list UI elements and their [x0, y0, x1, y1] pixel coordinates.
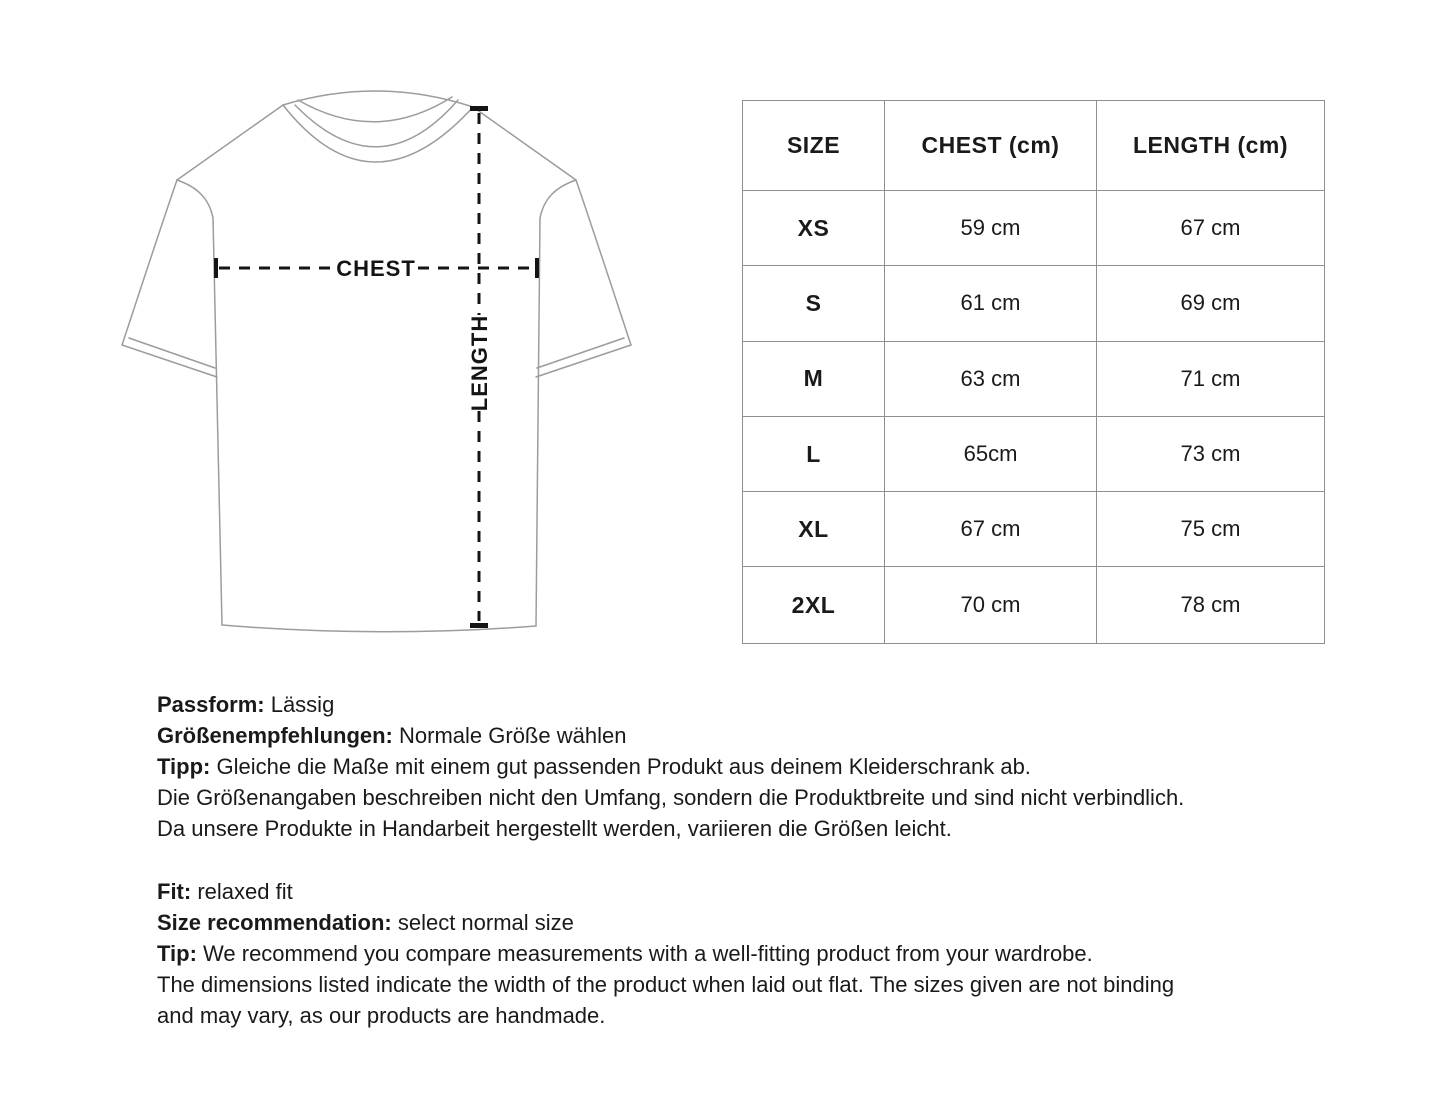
label-passform: Passform: — [157, 692, 265, 717]
collar-inner-line — [298, 97, 452, 122]
info-line-tip — [157, 938, 1184, 969]
left-body-edge — [213, 218, 222, 625]
cell-chest-xl: 67 cm — [885, 492, 1097, 567]
table-header-chest: CHEST (cm) — [885, 101, 1097, 191]
label-tipp: Tipp: — [157, 754, 211, 779]
cell-chest-m: 63 cm — [885, 342, 1097, 417]
info-line-groessenempfehlung — [157, 720, 1184, 751]
cell-size-xl: XL — [743, 492, 885, 567]
cell-chest-xs: 59 cm — [885, 191, 1097, 266]
tshirt-outline — [122, 91, 631, 632]
info-line-passform — [157, 689, 1184, 720]
left-sleeve-hem-stitch — [129, 338, 215, 368]
cell-length-m: 71 cm — [1097, 342, 1324, 417]
length-dimension-line — [467, 106, 492, 628]
info-line-de-5 — [157, 813, 1184, 844]
bottom-hem — [222, 625, 536, 632]
right-body-edge — [536, 218, 540, 626]
value-en-5: and may vary, as our products are handmade. — [157, 1003, 606, 1028]
table-header-length: LENGTH (cm) — [1097, 101, 1324, 191]
right-armhole-seam — [540, 180, 576, 218]
value-fit: relaxed fit — [191, 879, 293, 904]
left-sleeve-hem — [122, 345, 217, 377]
right-sleeve-hem — [536, 345, 631, 377]
left-armhole-seam — [177, 180, 213, 218]
label-size-recommendation: Size recommendation: — [157, 910, 392, 935]
left-shoulder-seam — [177, 105, 283, 180]
tshirt-measurement-diagram — [85, 60, 665, 680]
size-info-text — [157, 689, 1184, 1031]
label-groessenempfehlung: Größenempfehlungen: — [157, 723, 393, 748]
value-en-4: The dimensions listed indicate the width of the product when laid out flat. The sizes given are not binding — [157, 972, 1175, 997]
cell-length-l: 73 cm — [1097, 417, 1324, 492]
cell-length-2xl: 78 cm — [1180, 592, 1241, 618]
cell-size-xs: XS — [743, 191, 885, 266]
info-line-fit — [157, 876, 1184, 907]
length-dimension-label: LENGTH — [467, 314, 492, 412]
value-de-5: Da unsere Produkte in Handarbeit hergestellt werden, variieren die Größen leicht. — [157, 816, 952, 841]
value-de-4: Die Größenangaben beschreiben nicht den Umfang, sondern die Produktbreite und sind nicht verbindlich. — [157, 785, 1185, 810]
chest-dimension-label: CHEST — [336, 256, 416, 281]
value-tipp: Gleiche die Maße mit einem gut passenden Produkt aus deinem Kleiderschrank ab. — [210, 754, 1031, 779]
cell-size-2xl: 2XL — [743, 567, 885, 642]
info-block-german — [157, 689, 1184, 844]
info-block-english — [157, 876, 1184, 1031]
info-line-en-4 — [157, 969, 1184, 1000]
info-line-de-4 — [157, 782, 1184, 813]
cell-chest-2xl: 70 cm — [885, 567, 1097, 642]
chest-dimension-line — [214, 256, 539, 281]
right-shoulder-seam — [473, 107, 576, 180]
cell-length-s: 69 cm — [1097, 266, 1324, 341]
left-sleeve-outer-edge — [122, 180, 177, 345]
cell-size-s: S — [743, 266, 885, 341]
size-table — [742, 100, 1325, 644]
label-tip: Tip: — [157, 941, 197, 966]
collar-back-edge — [283, 91, 473, 107]
right-sleeve-hem-stitch — [537, 338, 624, 368]
value-tip: We recommend you compare measurements with a well-fitting product from your wardrobe. — [196, 941, 1093, 966]
value-passform: Lässig — [264, 692, 335, 717]
info-line-en-5 — [157, 1000, 1184, 1031]
info-line-tipp — [157, 751, 1184, 782]
label-fit: Fit: — [157, 879, 192, 904]
cell-size-m: M — [743, 342, 885, 417]
cell-size-l: L — [743, 417, 885, 492]
cell-chest-l: 65cm — [885, 417, 1097, 492]
cell-chest-s: 61 cm — [885, 266, 1097, 341]
value-size-recommendation: select normal size — [391, 910, 574, 935]
table-header-size: SIZE — [743, 101, 885, 191]
cell-length-xs: 67 cm — [1097, 191, 1324, 266]
right-sleeve-outer-edge — [576, 180, 631, 345]
cell-length-xl: 75 cm — [1097, 492, 1324, 567]
value-groessenempfehlung: Normale Größe wählen — [392, 723, 627, 748]
info-line-size-recommendation — [157, 907, 1184, 938]
